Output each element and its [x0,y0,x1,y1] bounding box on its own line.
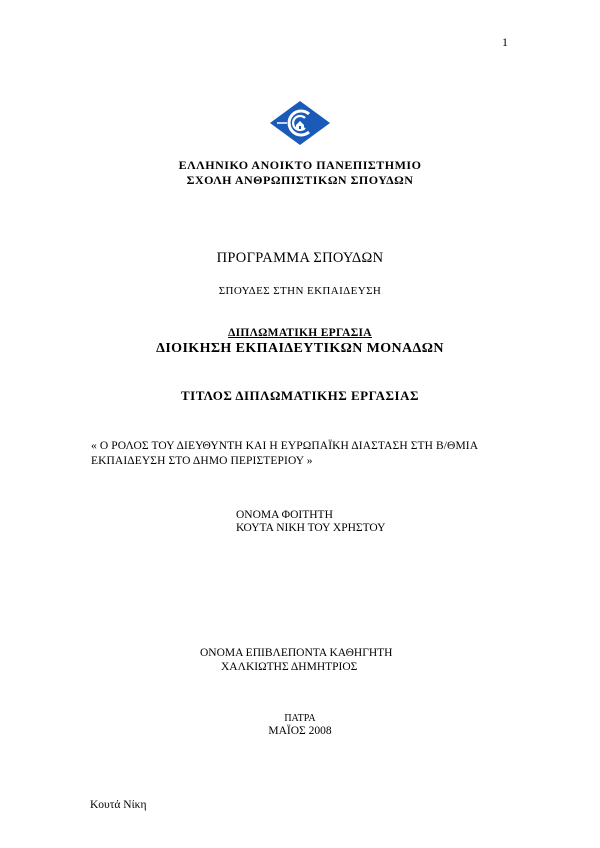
university-name: ΕΛΛΗΝΙΚΟ ΑΝΟΙΚΤΟ ΠΑΝΕΠΙΣΤΗΜΙΟ [178,158,422,172]
school-name: ΣΧΟΛΗ ΑΝΘΡΩΠΙΣΤΙΚΩΝ ΣΠΟΥΔΩΝ [186,173,414,187]
university-logo [269,100,331,146]
page-number: 1 [502,35,508,49]
supervisor-name: ΧΑΛΚΙΩΤΗΣ ΔΗΜΗΤΡΙΟΣ [221,661,358,673]
date: ΜΑΪΟΣ 2008 [268,725,332,737]
program-name: ΣΠΟΥΔΕΣ ΣΤΗΝ ΕΚΠΑΙΔΕΥΣΗ [218,285,382,297]
thesis-type-label: ΔΙΠΛΩΜΑΤΙΚΗ ΕΡΓΑΣΙΑ [228,327,372,339]
module-title: ΔΙΟΙΚΗΣΗ ΕΚΠΑΙΔΕΥΤΙΚΩΝ ΜΟΝΑΔΩΝ [156,341,444,356]
program-label: ΠΡΟΓΡΑΜΜΑ ΣΠΟΥΔΩΝ [216,250,384,266]
student-label: ΟΝΟΜΑ ΦΟΙΤΗΤΗ [236,509,333,521]
footer-author: Κουτά Νίκη [90,799,147,811]
institution-heading [0,158,600,188]
thesis-title: « Ο ΡΟΛΟΣ ΤΟΥ ΔΙΕΥΘΥΝΤΗ ΚΑΙ Η ΕΥΡΩΠΑΪΚΗ ΔΙΑΣΤΑΣΗ ΣΤΗ Β/ΘΜΙΑ ΕΚΠΑΙΔΕΥΣΗ ΣΤΟ ΔΗΜΟ ΠΕΡΙΣΤΕΡΙΟΥ » [91,440,478,467]
place: ΠΑΤΡΑ [284,713,316,724]
thesis-title-label: ΤΙΤΛΟΣ ΔΙΠΛΩΜΑΤΙΚΗΣ ΕΡΓΑΣΙΑΣ [181,388,419,403]
student-name: ΚΟΥΤΑ ΝΙΚΗ ΤΟΥ ΧΡΗΣΤΟΥ [236,522,386,534]
eap-logo-icon [269,100,331,146]
supervisor-label: ΟΝΟΜΑ ΕΠΙΒΛΕΠΟΝΤΑ ΚΑΘΗΓΗΤΗ [200,647,393,659]
